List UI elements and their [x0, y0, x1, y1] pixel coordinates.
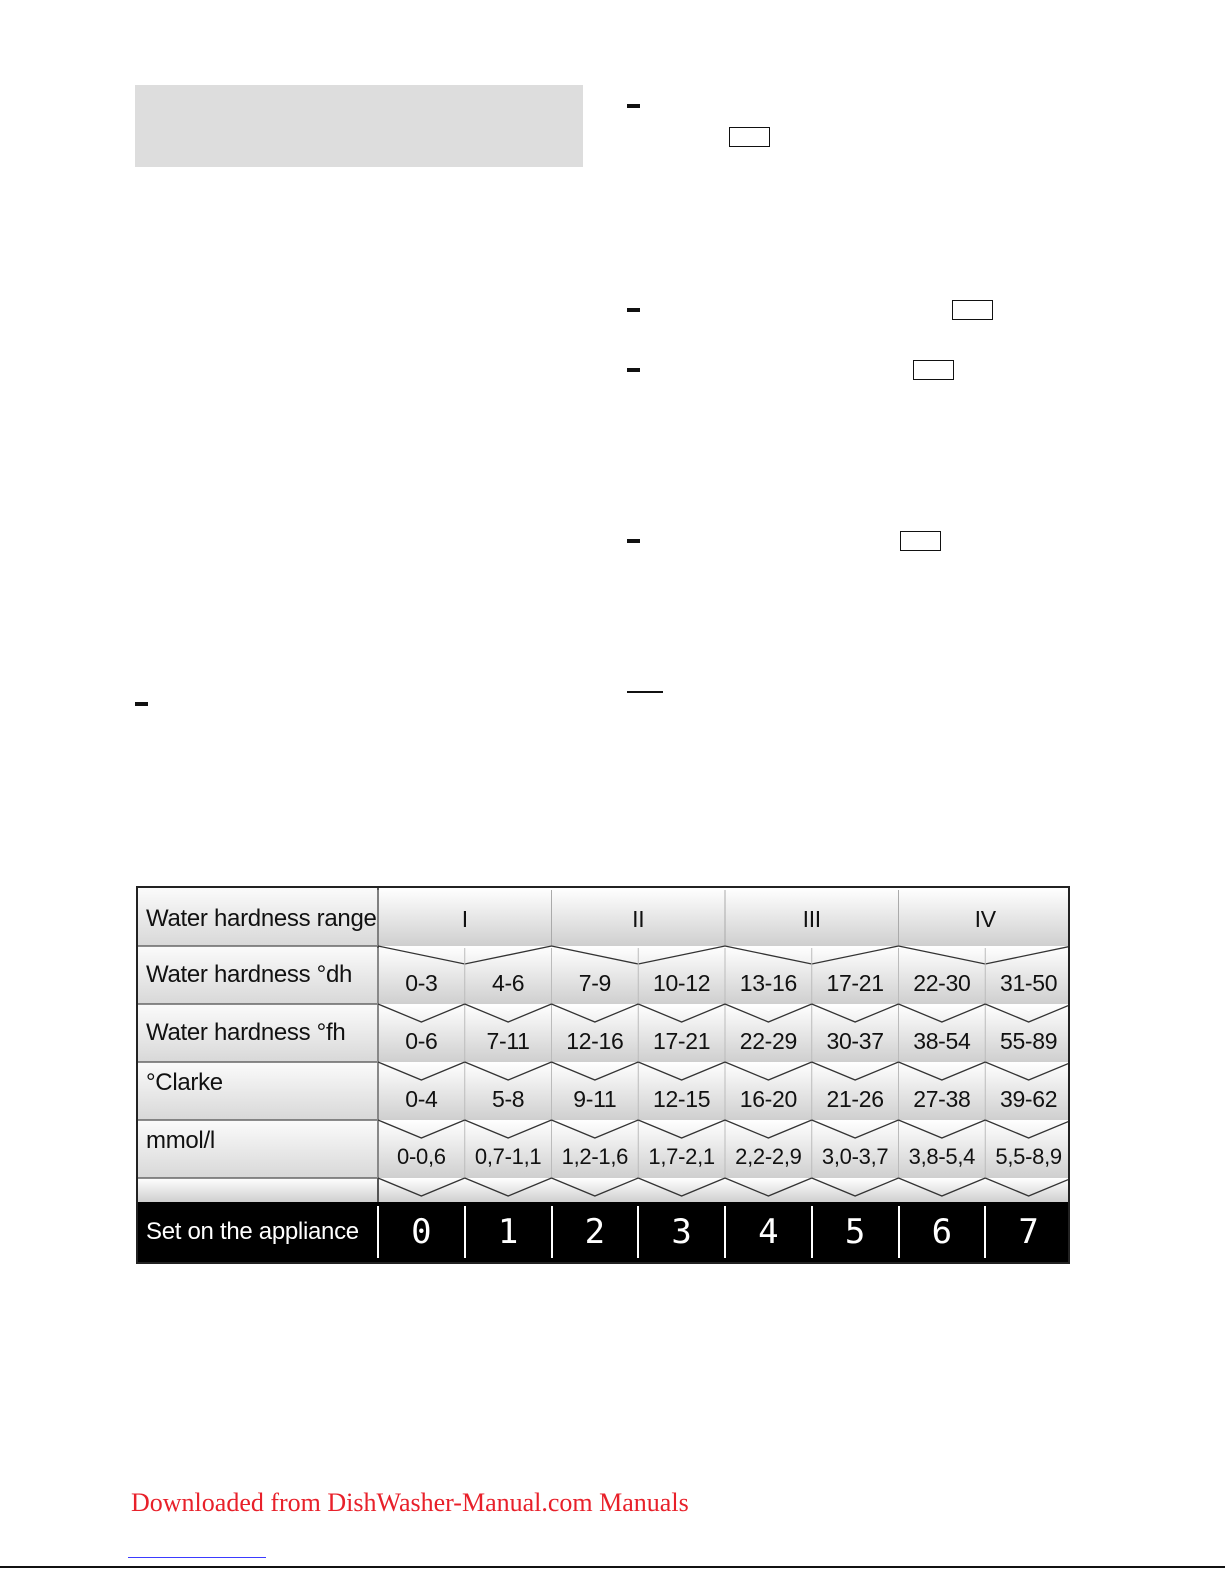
value-cell: 31-50 [999, 969, 1058, 996]
bullet-dash [627, 308, 640, 312]
download-link[interactable]: Downloaded from DishWasher-Manual.com Manuals [131, 1488, 689, 1517]
setting-digit: 1 [497, 1212, 519, 1252]
row-label: °Clarke [146, 1069, 223, 1096]
setting-digit: 2 [584, 1212, 606, 1252]
key-symbol [900, 531, 941, 551]
range-cell: III [802, 905, 821, 932]
value-cell: 7-9 [578, 969, 612, 996]
key-symbol [913, 360, 954, 380]
value-cell: 12-15 [652, 1085, 711, 1112]
bullet-dash [135, 702, 148, 706]
value-cell: 7-11 [486, 1027, 530, 1054]
value-cell: 3,0-3,7 [821, 1144, 889, 1169]
value-cell: 0-3 [405, 969, 438, 996]
value-cell: 39-62 [999, 1085, 1058, 1112]
value-cell: 0-0,6 [397, 1144, 446, 1169]
bullet-dash [627, 368, 640, 372]
key-symbol [729, 127, 770, 147]
row-label: Water hardness °dh [146, 961, 353, 988]
value-cell: 16-20 [739, 1085, 798, 1112]
range-cell: II [632, 905, 645, 932]
value-cell: 27-38 [913, 1085, 971, 1112]
setting-digit: 4 [758, 1212, 779, 1252]
value-cell: 21-26 [826, 1085, 884, 1112]
value-cell: 1,7-2,1 [648, 1144, 715, 1169]
value-cell: 0-4 [405, 1085, 438, 1112]
page-bottom-rule [0, 1566, 1225, 1568]
value-cell: 30-37 [826, 1027, 884, 1054]
link-underline [128, 1557, 266, 1558]
row-label-range: Water hardness range [146, 905, 377, 932]
value-cell: 5-8 [491, 1085, 525, 1112]
heading-box [135, 85, 583, 167]
water-hardness-table [136, 886, 1070, 1264]
row-label: Water hardness °fh [146, 1019, 346, 1046]
value-cell: 5,5-8,9 [995, 1144, 1062, 1169]
appliance-setting-row [138, 1202, 1068, 1262]
value-cell: 22-29 [739, 1027, 798, 1054]
value-cell: 4-6 [491, 969, 525, 996]
value-cell: 17-21 [826, 969, 884, 996]
setting-digit: 0 [411, 1212, 432, 1252]
value-cell: 1,2-1,6 [561, 1144, 629, 1169]
value-cell: 2,2-2,9 [735, 1144, 802, 1169]
value-cell: 0,7-1,1 [474, 1144, 542, 1169]
value-cell: 55-89 [999, 1027, 1058, 1054]
value-cell: 12-16 [566, 1027, 624, 1054]
value-cell: 3,8-5,4 [908, 1144, 976, 1169]
value-cell: 38-54 [913, 1027, 971, 1054]
note-underline [627, 691, 663, 693]
bullet-dash [627, 539, 640, 543]
value-cell: 10-12 [652, 969, 711, 996]
value-cell: 13-16 [739, 969, 798, 996]
setting-digit: 3 [671, 1212, 692, 1252]
row-label: mmol/l [146, 1127, 215, 1154]
setting-digit: 7 [1018, 1212, 1039, 1252]
range-cell: IV [974, 905, 996, 932]
setting-digit: 6 [931, 1212, 953, 1252]
value-cell: 9-11 [573, 1085, 617, 1112]
value-cell: 22-30 [913, 969, 971, 996]
value-cell: 0-6 [405, 1027, 438, 1054]
setting-digit: 5 [844, 1212, 866, 1252]
key-symbol [952, 300, 993, 320]
bullet-dash [627, 104, 640, 108]
value-cell: 17-21 [652, 1027, 711, 1054]
appliance-setting-label: Set on the appliance [146, 1218, 359, 1245]
range-cell: I [461, 905, 468, 932]
